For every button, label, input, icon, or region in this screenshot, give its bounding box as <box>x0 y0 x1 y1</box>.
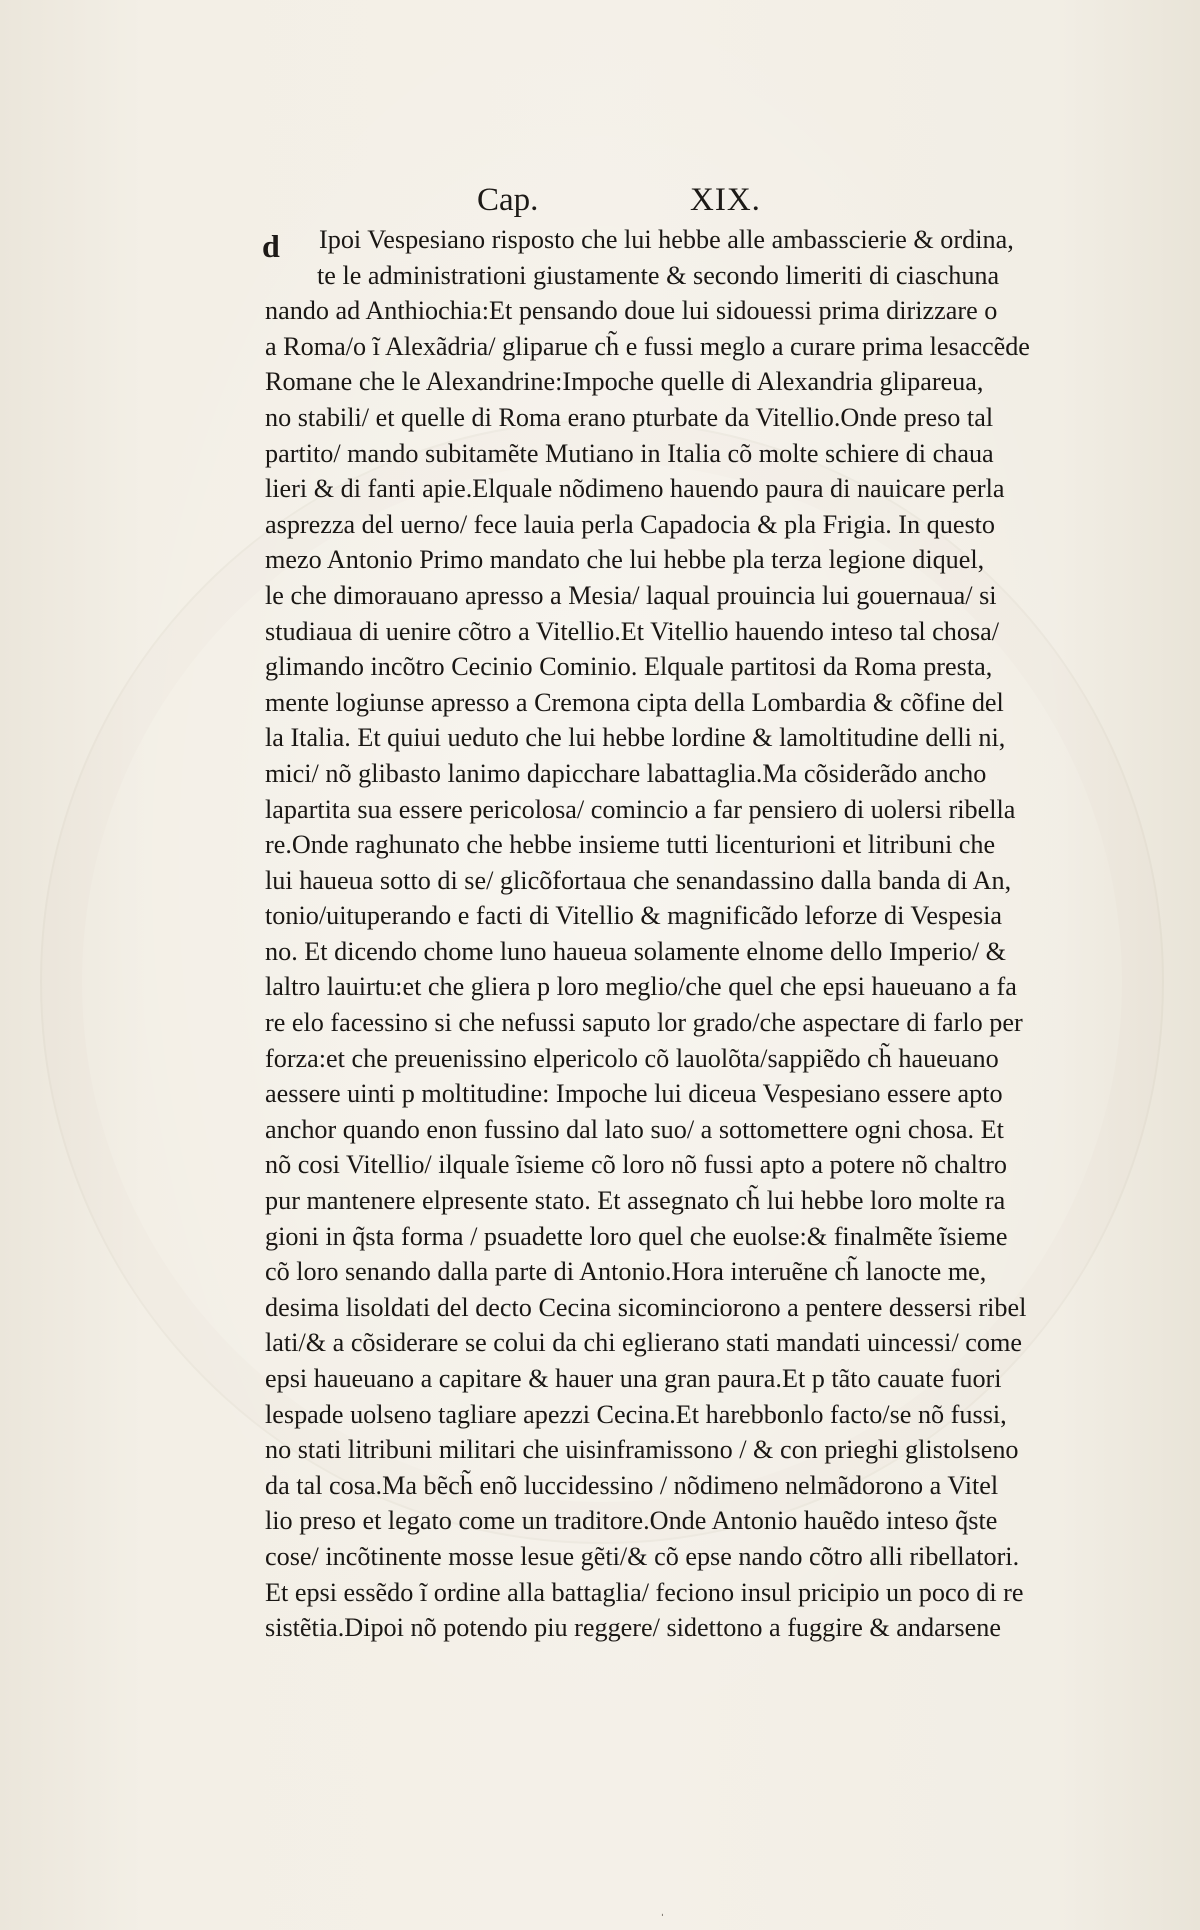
text-line: tonio/uituperando e facti di Vitellio & magnificãdo leforze di Vespesia <box>265 901 1003 931</box>
text-line: mici/ nõ glibasto lanimo dapicchare labattaglia.Ma cõsiderãdo ancho <box>265 758 987 788</box>
text-line: cose/ incõtinente mosse lesue gẽti/& cõ epse nando cõtro alli ribellatori. <box>265 1541 1020 1571</box>
text-line: Ipoi Vespesiano risposto che lui hebbe alle ambasscierie & ordina, <box>319 225 1014 254</box>
text-line: sistẽtia.Dipoi nõ potendo piu reggere/ sidettono a fuggire & andarsene <box>265 1613 1001 1643</box>
text-line: epsi haueuano a capitare & hauer una gran paura.Et p tãto cauate fuori <box>265 1364 1002 1393</box>
text-line: Et epsi essẽdo ĩ ordine alla battaglia/ feciono insul pricipio un poco di re <box>265 1577 1024 1607</box>
text-line: lapartita sua essere pericolosa/ comincio a far pensiero di uolersi ribella <box>265 794 1016 824</box>
text-line: forza:et che preuenissino elpericolo cõ lauolõta/sappiẽdo ch̃ haueuano <box>265 1043 999 1073</box>
text-line: glimando incõtro Cecinio Cominio. Elquale partitosi da Roma presta, <box>265 652 993 682</box>
text-line: lespade uolseno tagliare apezzi Cecina.Et harebbonlo facto/se nõ fussi, <box>265 1399 1007 1429</box>
printer-mark: ˌ <box>660 1902 665 1917</box>
text-line: Romane che le Alexandrine:Impoche quelle di Alexandria glipareua, <box>265 367 984 397</box>
text-line: desima lisoldati del decto Cecina sicominciorono a pentere dessersi ribel <box>265 1292 1027 1322</box>
text-line: mezo Antonio Primo mandato che lui hebbe pla terza legione diquel, <box>265 545 985 575</box>
text-line: no stabili/ et quelle di Roma erano pturbate da Vitellio.Onde preso tal <box>265 402 994 432</box>
chapter-word: Cap. <box>477 182 539 218</box>
text-line: lui haueua sotto di se/ glicõfortaua che senandassino dalla banda di An, <box>265 865 1012 895</box>
text-line: lati/& a cõsiderare se colui da chi eglierano stati mandati uincessi/ come <box>265 1328 1022 1358</box>
text-line: nõ cosi Vitellio/ ilquale ĩsieme cõ loro nõ fussi apto a potere nõ chaltro <box>265 1150 1007 1180</box>
text-line: nando ad Anthiochia:Et pensando doue lui sidouessi prima dirizzare o <box>265 296 998 326</box>
text-line: studiaua di uenire cõtro a Vitellio.Et Vitellio hauendo inteso tal chosa/ <box>265 616 1000 646</box>
text-line: te le administrationi giustamente & secondo limeriti di ciaschuna <box>317 260 1000 290</box>
text-line: gioni in q̃sta forma / psuadette loro quel che euolse:& finalmẽte ĩsieme <box>265 1221 1008 1251</box>
guide-initial-letter: d <box>262 228 280 264</box>
text-line: aessere uinti p moltitudine: Impoche lui diceua Vespesiano essere apto <box>265 1079 1003 1109</box>
text-line: da tal cosa.Ma bẽch̃ enõ luccidessino / nõdimeno nelmãdorono a Vitel <box>265 1470 999 1500</box>
text-line: lieri & di fanti apie.Elquale nõdimeno hauendo paura di nauicare perla <box>265 474 1005 504</box>
text-line: lio preso et legato come un traditore.Onde Antonio hauẽdo inteso q̃ste <box>265 1506 998 1536</box>
running-header <box>0 178 1200 228</box>
text-line: le che dimorauano apresso a Mesia/ laqual prouincia lui gouernaua/ si <box>265 580 997 610</box>
text-line: cõ loro senando dalla parte di Antonio.Hora interuẽne ch̃ lanocte me, <box>265 1257 987 1287</box>
text-line: a Roma/o ĩ Alexãdria/ gliparue ch̃ e fussi meglo a curare prima lesaccẽde <box>265 331 1030 361</box>
text-line: la Italia. Et quiui ueduto che lui hebbe lordine & lamoltitudine delli ni, <box>265 723 1006 753</box>
text-line: re elo facessino si che nefussi saputo lor grado/che aspectare di farlo per <box>265 1008 1023 1038</box>
text-line: partito/ mando subitamẽte Mutiano in Italia cõ molte schiere di chaua <box>265 438 994 468</box>
chapter-number: XIX. <box>690 182 761 218</box>
text-line: laltro lauirtu:et che gliera p loro meglio/che quel che epsi haueuano a fa <box>265 972 1017 1002</box>
body-text <box>265 222 1135 1646</box>
text-line: no. Et dicendo chome luno haueua solamente elnome dello Imperio/ & <box>265 936 1007 966</box>
text-line: asprezza del uerno/ fece lauia perla Capadocia & pla Frigia. In questo <box>265 509 996 539</box>
text-line: mente logiunse apresso a Cremona cipta della Lombardia & cõfine del <box>265 687 1004 717</box>
text-line: re.Onde raghunato che hebbe insieme tutti licenturioni et litribuni che <box>265 830 996 860</box>
text-line: pur mantenere elpresente stato. Et assegnato ch̃ lui hebbe loro molte ra <box>265 1186 1006 1216</box>
text-line: no stati litribuni militari che uisinframissono / & con prieghi glistolseno <box>265 1435 1019 1465</box>
text-line: anchor quando enon fussino dal lato suo/ a sottomettere ogni chosa. Et <box>265 1114 1004 1144</box>
